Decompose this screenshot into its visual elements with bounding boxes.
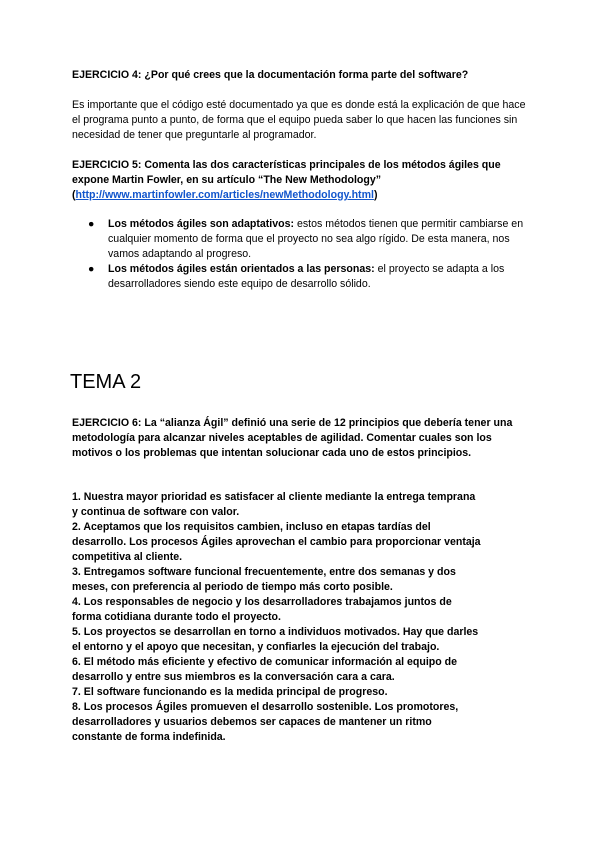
principle-item: 1. Nuestra mayor prioridad es satisfacer al cliente mediante la entrega temprana y continua de software con valor. <box>72 491 476 518</box>
link-close-paren: ) <box>373 189 378 201</box>
exercise-5-heading-text: EJERCICIO 5: Comenta las dos características principales de los métodos ágiles que expone Martin Fowler, en su artículo “The New Methodology” <box>72 159 501 186</box>
link-open-paren: ( <box>72 189 76 201</box>
bullet-lead: Los métodos ágiles son adaptativos: <box>108 218 295 230</box>
exercise-5-bullet-list <box>72 217 542 292</box>
principle-item: 4. Los responsables de negocio y los desarrolladores trabajamos juntos de forma cotidiana durante todo el proyecto. <box>72 596 452 623</box>
list-item <box>72 217 542 262</box>
section-title: TEMA 2 <box>70 371 142 393</box>
principle-item: 7. El software funcionando es la medida principal de progreso. <box>72 686 388 698</box>
principle-item: 8. Los procesos Ágiles promueven el desarrollo sostenible. Los promotores, desarrolladores y usuarios debemos ser capaces de mantener un ritmo constante de forma indefinida. <box>72 701 459 743</box>
exercise-6-heading: EJERCICIO 6: La “alianza Ágil” definió una serie de 12 principios que debería tener una metodología para alcanzar niveles aceptables de agilidad. Comentar cuales son los motivos o los problemas que intentan solucionar cada uno de estos principios. <box>72 417 513 459</box>
principle-item: 2. Aceptamos que los requisitos cambien, incluso en etapas tardías del desarrollo. Los procesos Ágiles aprovechan el cambio para proporcionar ventaja competitiva al cliente. <box>72 521 481 563</box>
bullet-lead: Los métodos ágiles están orientados a las personas: <box>108 263 375 275</box>
exercise-4-heading: EJERCICIO 4: ¿Por qué crees que la documentación forma parte del software? <box>72 69 469 81</box>
bullet-text: estos métodos tienen que permitir cambiarse en cualquier momento de forma que el proyecto no sea algo rígido. De esta manera, nos vamos adaptando al progreso. <box>108 218 524 260</box>
principle-item: 3. Entregamos software funcional frecuentemente, entre dos semanas y dos meses, con preferencia al periodo de tiempo más corto posible. <box>72 566 456 593</box>
principles-list <box>72 490 482 745</box>
bullet-icon: ● <box>88 218 95 230</box>
bullet-text: el proyecto se adapta a los desarrolladores siendo este equipo de desarrollo sólido. <box>108 263 505 290</box>
list-item <box>72 262 542 292</box>
exercise-5-heading <box>72 158 532 203</box>
principle-item: 6. El método más eficiente y efectivo de comunicar información al equipo de desarrollo y entre sus miembros es la conversación cara a cara. <box>72 656 458 683</box>
principle-item: 5. Los proyectos se desarrollan en torno a individuos motivados. Hay que darles el entorno y el apoyo que necesitan, y confiarles la ejecución del trabajo. <box>72 626 479 653</box>
bullet-icon: ● <box>88 263 95 275</box>
martinfowler-link[interactable]: http://www.martinfowler.com/articles/newMethodology.html <box>75 189 374 201</box>
exercise-4-answer: Es importante que el código esté documentado ya que es donde está la explicación de que hace el programa punto a punto, de forma que el equipo pueda saber lo que hacen las funciones sin necesidad de tener que preguntarle al programador. <box>72 99 526 141</box>
